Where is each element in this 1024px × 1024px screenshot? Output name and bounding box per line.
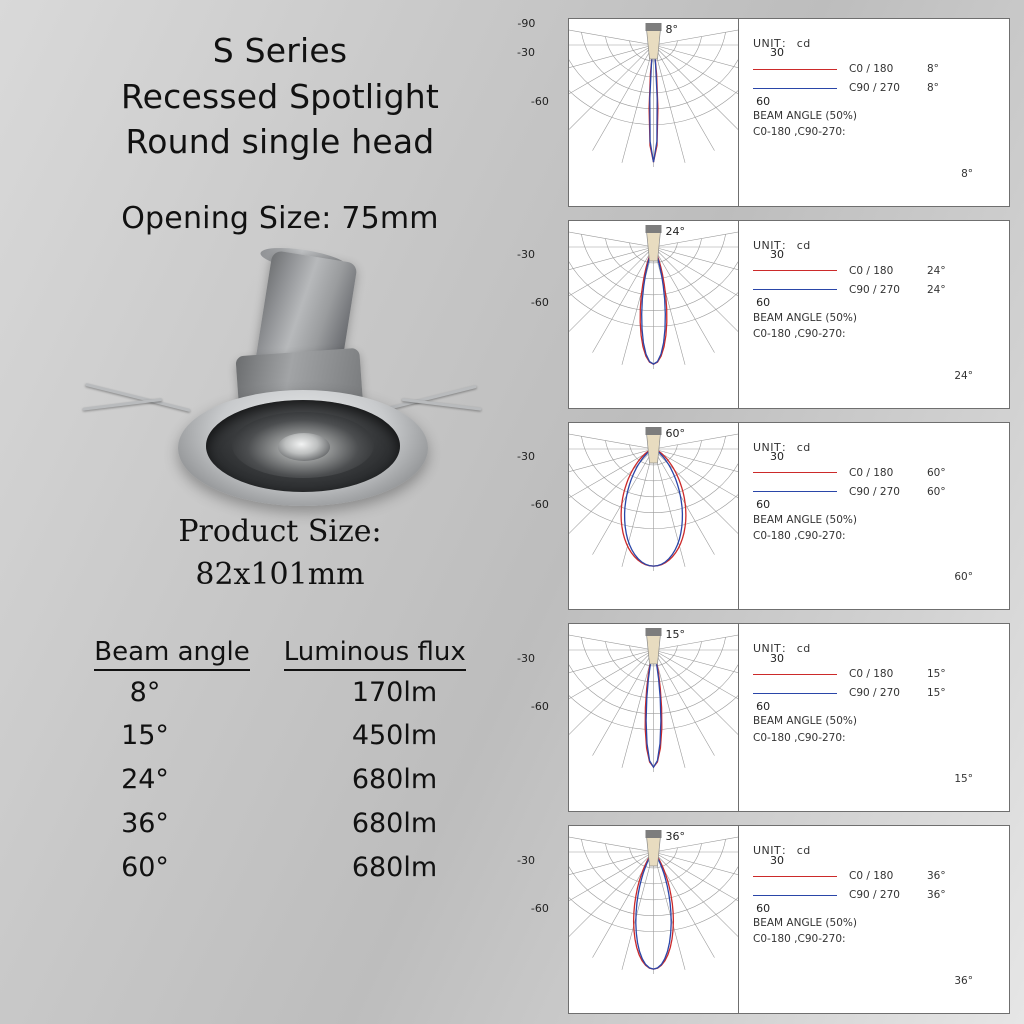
table-header-row — [45, 637, 515, 671]
legend-value-c90: 36° — [927, 889, 946, 902]
legend-value-c0: 24° — [927, 264, 946, 277]
legend-row-c0 — [753, 63, 999, 75]
photometric-card — [517, 422, 1010, 611]
product-image — [70, 248, 490, 498]
legend-row-c90 — [753, 687, 999, 699]
axis-tick-label: -90 — [517, 16, 536, 30]
beam-angle-block — [753, 915, 999, 948]
spring-clip-right-lower — [402, 398, 482, 411]
unit-label: UNIT： cd — [753, 844, 811, 858]
cell-luminous-flux: 450lm — [351, 720, 438, 752]
polar-grid — [569, 221, 738, 408]
legend-line-c0-icon — [753, 69, 837, 70]
legend-line-c90-icon — [753, 693, 837, 694]
beam-angle-value: 15° — [954, 773, 973, 786]
led-lens — [278, 433, 330, 461]
axis-tick-label: -30 — [517, 46, 535, 60]
legend-value-c0: 36° — [927, 870, 946, 883]
beam-angle-value: 60° — [954, 571, 973, 584]
legend-row-c0 — [753, 668, 999, 680]
chart-legend — [739, 19, 1009, 206]
legend-label-c90: C90 / 270 — [849, 283, 900, 296]
cell-luminous-flux: 680lm — [351, 851, 438, 883]
axis-tick-label: 60 — [756, 700, 771, 714]
axis-tick-label: 30 — [769, 853, 784, 867]
axis-tick-label: -60 — [530, 296, 549, 310]
legend-label-c90: C90 / 270 — [849, 485, 900, 498]
beam-angle-block — [753, 108, 999, 141]
cell-luminous-flux: 680lm — [351, 764, 438, 796]
beam-angle-label: BEAM ANGLE (50%) — [753, 715, 857, 728]
legend-line-c0-icon — [753, 876, 837, 877]
legend-value-c0: 15° — [927, 668, 946, 681]
legend-line-c90-icon — [753, 895, 837, 896]
cell-beam-angle: 15° — [121, 720, 169, 752]
legend-label-c90: C90 / 270 — [849, 82, 900, 94]
beam-angle-planes: C0-180 ,C90-270: — [753, 126, 846, 139]
beam-angle-value: 24° — [954, 369, 973, 382]
legend-label-c0: C0 / 180 — [849, 466, 894, 479]
cell-beam-angle: 60° — [121, 851, 169, 883]
page-title — [20, 28, 540, 165]
chart-legend — [739, 624, 1009, 811]
polar-grid — [569, 423, 738, 610]
polar-grid — [569, 19, 738, 206]
legend-label-c90: C90 / 270 — [849, 687, 900, 700]
legend-value-c90: 8° — [927, 82, 939, 94]
photometric-card — [517, 16, 1010, 207]
beam-angle-label: BEAM ANGLE (50%) — [753, 110, 857, 122]
opening-size-text: Opening Size: 75mm — [121, 200, 439, 236]
beam-angle-badge: 36° — [665, 830, 685, 844]
chart-legend — [739, 423, 1009, 610]
legend-row-c90 — [753, 889, 999, 901]
legend-value-c90: 24° — [927, 283, 946, 296]
legend-line-c90-icon — [753, 491, 837, 492]
legend-row-c90 — [753, 284, 999, 296]
title-line-1: S Series — [212, 31, 348, 70]
beam-angle-planes: C0-180 ,C90-270: — [753, 933, 846, 946]
axis-tick-label: -30 — [517, 651, 535, 665]
legend-line-c0-icon — [753, 270, 837, 271]
axis-tick-label: 30 — [769, 450, 784, 464]
axis-tick-label: -60 — [530, 700, 549, 714]
unit-label: UNIT： cd — [753, 642, 811, 656]
beam-angle-value: 8° — [961, 167, 973, 180]
beam-angle-planes: C0-180 ,C90-270: — [753, 529, 846, 542]
beam-angle-block — [753, 713, 999, 746]
beam-angle-label: BEAM ANGLE (50%) — [753, 513, 857, 526]
axis-tick-label: 30 — [769, 46, 784, 60]
axis-tick-label: -30 — [517, 853, 535, 867]
beam-angle-badge: 8° — [665, 23, 678, 36]
table-row — [45, 714, 515, 758]
legend-label-c0: C0 / 180 — [849, 264, 894, 277]
title-line-3: Round single head — [125, 122, 435, 162]
legend-label-c0: C0 / 180 — [849, 870, 894, 883]
axis-tick-label: 60 — [756, 94, 771, 108]
column-header-luminous-flux: Luminous flux — [284, 637, 466, 671]
table-row — [45, 846, 515, 890]
legend-label-c0: C0 / 180 — [849, 668, 894, 681]
beam-angle-value: 36° — [954, 974, 973, 987]
spring-clip-left-lower — [82, 398, 162, 411]
legend-row-c0 — [753, 467, 999, 479]
beam-flux-table — [45, 637, 515, 890]
unit-label: UNIT： cd — [753, 37, 811, 50]
axis-tick-label: -60 — [530, 498, 549, 512]
legend-label-c90: C90 / 270 — [849, 889, 900, 902]
cell-luminous-flux: 680lm — [351, 807, 438, 839]
beam-angle-badge: 24° — [665, 224, 685, 238]
chart-legend — [739, 826, 1009, 1013]
legend-row-c0 — [753, 265, 999, 277]
cell-beam-angle: 24° — [121, 764, 169, 796]
legend-row-c90 — [753, 82, 999, 94]
legend-value-c0: 8° — [927, 63, 939, 75]
legend-line-c90-icon — [753, 88, 837, 89]
photometric-card — [517, 220, 1010, 409]
legend-label-c0: C0 / 180 — [849, 63, 894, 75]
beam-angle-planes: C0-180 ,C90-270: — [753, 328, 846, 341]
axis-tick-label: 30 — [769, 248, 784, 262]
table-row — [45, 802, 515, 846]
beam-angle-label: BEAM ANGLE (50%) — [753, 311, 857, 324]
table-row — [45, 671, 515, 715]
title-line-2: Recessed Spotlight — [120, 76, 440, 116]
photometric-charts-panel — [517, 0, 1024, 1024]
product-size-label: Product Size: — [178, 513, 382, 549]
legend-line-c0-icon — [753, 472, 837, 473]
axis-tick-label: 60 — [756, 498, 771, 512]
beam-angle-block — [753, 310, 999, 343]
unit-label: UNIT： cd — [753, 440, 811, 454]
axis-tick-label: 60 — [756, 901, 771, 915]
beam-angle-block — [753, 512, 999, 545]
legend-line-c90-icon — [753, 289, 837, 290]
beam-angle-badge: 60° — [665, 426, 685, 440]
photometric-card — [517, 825, 1010, 1014]
polar-grid — [569, 826, 738, 1013]
legend-row-c0 — [753, 870, 999, 882]
legend-row-c90 — [753, 486, 999, 498]
axis-tick-label: -30 — [517, 248, 535, 262]
unit-label: UNIT： cd — [753, 238, 811, 252]
beam-angle-badge: 15° — [665, 628, 685, 642]
polar-grid — [569, 624, 738, 811]
beam-angle-planes: C0-180 ,C90-270: — [753, 731, 846, 744]
legend-value-c0: 60° — [927, 466, 946, 479]
photometric-card — [517, 623, 1010, 812]
cell-beam-angle: 36° — [121, 807, 169, 839]
axis-tick-label: -60 — [530, 901, 549, 915]
axis-tick-label: -60 — [530, 94, 549, 108]
cell-luminous-flux: 170lm — [351, 676, 438, 708]
legend-value-c90: 60° — [927, 485, 946, 498]
legend-line-c0-icon — [753, 674, 837, 675]
axis-tick-label: 30 — [769, 651, 784, 665]
beam-angle-label: BEAM ANGLE (50%) — [753, 917, 857, 930]
product-size-value: 82x101mm — [195, 557, 365, 593]
axis-tick-label: 60 — [756, 296, 771, 310]
table-row — [45, 758, 515, 802]
column-header-beam-angle: Beam angle — [94, 637, 250, 671]
cell-beam-angle: 8° — [129, 676, 161, 708]
legend-value-c90: 15° — [927, 687, 946, 700]
chart-legend — [739, 221, 1009, 408]
product-size-block — [20, 510, 540, 597]
axis-tick-label: -30 — [517, 450, 535, 464]
